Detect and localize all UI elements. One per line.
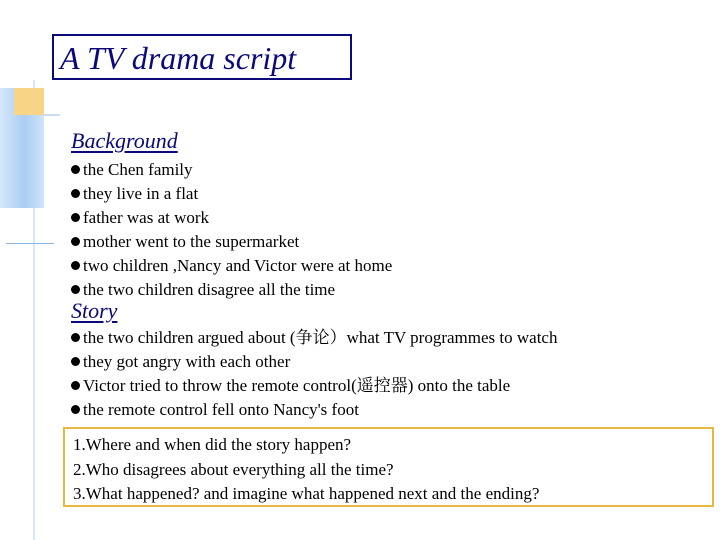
list-item: two children ,Nancy and Victor were at home <box>71 254 392 278</box>
bullet-icon <box>71 333 80 342</box>
list-item: the Chen family <box>71 158 392 182</box>
list-item: the remote control fell onto Nancy's foot <box>71 398 557 422</box>
question-item: 1.Where and when did the story happen? <box>73 435 352 454</box>
decorative-short-line <box>44 114 60 116</box>
bullet-icon <box>71 165 80 174</box>
list-item: Victor tried to throw the remote control(遥控器) onto the table <box>71 374 557 398</box>
list-item: the two children argued about (争论）what TV programmes to watch <box>71 326 557 350</box>
slide-title: A TV drama script <box>60 40 297 76</box>
questions-box <box>63 427 714 507</box>
story-heading: Story <box>71 298 118 323</box>
bullet-icon <box>71 357 80 366</box>
decorative-divider-line <box>6 243 54 244</box>
list-item: father was at work <box>71 206 392 230</box>
bullet-icon <box>71 237 80 246</box>
background-heading: Background <box>71 128 178 153</box>
list-item: the two children disagree all the time <box>71 278 392 302</box>
title-box <box>52 34 352 80</box>
bullet-icon <box>71 381 80 390</box>
list-item: mother went to the supermarket <box>71 230 392 254</box>
bullet-icon <box>71 285 80 294</box>
decorative-yellow-square <box>14 88 44 115</box>
bullet-icon <box>71 189 80 198</box>
bullet-icon <box>71 213 80 222</box>
bullet-icon <box>71 261 80 270</box>
question-item: 2.Who disagrees about everything all the time? <box>73 459 394 479</box>
bullet-icon <box>71 405 80 414</box>
list-item: they got angry with each other <box>71 350 557 374</box>
question-item: 3.What happened? and imagine what happened next and the ending? <box>73 484 540 503</box>
list-item: they live in a flat <box>71 182 392 206</box>
background-list <box>71 158 392 302</box>
story-list <box>71 326 557 422</box>
